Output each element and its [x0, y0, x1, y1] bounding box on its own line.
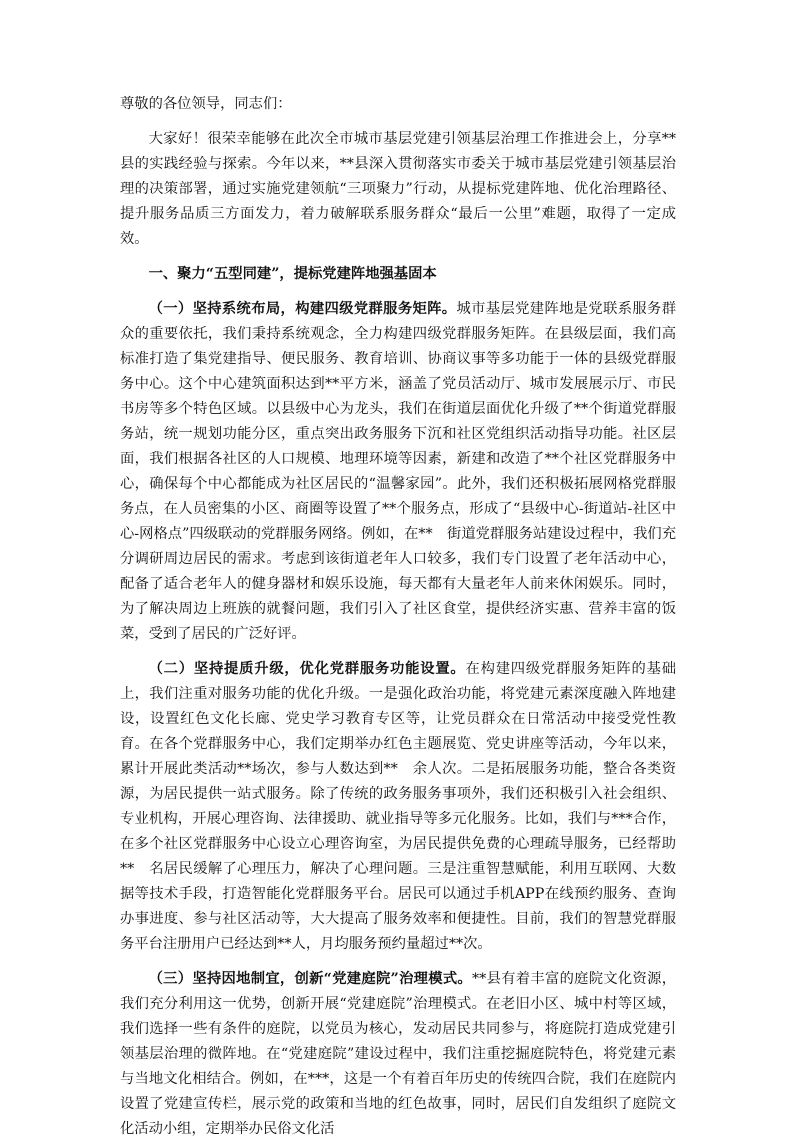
- paragraph-3-lead: （三）坚持因地制宜，创新“党建庭院”治理模式。: [148, 971, 473, 987]
- document-body: [120, 92, 676, 1142]
- paragraph-1-lead: （一）坚持系统布局，构建四级党群服务矩阵。: [148, 301, 457, 317]
- paragraph-2-lead: （二）坚持提质升级，优化党群服务功能设置。: [148, 661, 466, 677]
- paragraph-2-text: 在构建四级党群服务矩阵的基础上，我们注重对服务功能的优化升级。一是强化政治功能，将党建元素深度融入阵地建设，设置红色文化长廊、党史学习教育专区等，让党员群众在日常活动中接受党性教育。在各个党群服务中心，我们定期举办红色主题展览、党史讲座等活动，今年以来，累计开展此类活动**场次，参与人数达到** 余人次。二是拓展服务功能，整合各类资源，为居民提供一站式服务。除了传统的政务服务事项外，我们还积极引入社会组织、专业机构，开展心理咨询、法律援助、就业指导等多元化服务。比如，我们与***合作，在多个社区党群服务中心设立心理咨询室，为居民提供免费的心理疏导服务，已经帮助** 名居民缓解了心理压力，解决了心理问题。三是注重智慧赋能，利用互联网、大数据等技术手段，打造智能化党群服务平台。居民可以通过手机APP在线预约服务、查询办事进度、参与社区活动等，大大提高了服务效率和便捷性。目前，我们的智慧党群服务平台注册用户已经达到**人，月均服务预约量超过**次。: [120, 661, 677, 952]
- paragraph-1: [120, 297, 676, 647]
- paragraph-1-text: 城市基层党建阵地是党联系服务群众的重要依托，我们秉持系统观念，全力构建四级党群服务矩阵。在县级层面，我们高标准打造了集党建指导、便民服务、教育培训、协商议事等多功能于一体的县级党群服务中心。这个中心建筑面积达到**平方米，涵盖了党员活动厅、城市发展展示厅、市民书房等多个特色区域。以县级中心为龙头，我们在街道层面优化升级了**个街道党群服务站，统一规划功能分区，重点突出政务服务下沉和社区党组织活动指导功能。社区层面，我们根据各社区的人口规模、地理环境等因素，新建和改造了**个社区党群服务中心，确保每个中心都能成为社区居民的“温馨家园”。此外，我们还积极拓展网格党群服务点，在人员密集的小区、商圈等设置了**个服务点，形成了“县级中心-街道站-社区中心-网格点”四级联动的党群服务网络。例如，在** 街道党群服务站建设过程中，我们充分调研周边居民的需求。考虑到该街道老年人口较多，我们专门设置了老年活动中心，配备了适合老年人的健身器材和娱乐设施，每天都有大量老年人前来休闲娱乐。同时，为了解决周边上班族的就餐问题，我们引入了社区食堂，提供经济实惠、营养丰富的饭菜，受到了居民的广泛好评。: [120, 301, 677, 642]
- intro-paragraph: 大家好！很荣幸能够在此次全市城市基层党建引领基层治理工作推进会上，分享**县的实践经验与探索。今年以来，**县深入贯彻落实市委关于城市基层党建引领基层治理的决策部署，通过实施党建领航“三项聚力”行动，从提标党建阵地、优化治理路径、提升服务品质三方面发力，着力破解联系服务群众“最后一公里”难题，取得了一定成效。: [120, 131, 676, 247]
- salutation: 尊敬的各位领导，同志们：: [120, 96, 292, 112]
- paragraph-3: [120, 967, 676, 1142]
- paragraph-3-text: **县有着丰富的庭院文化资源，我们充分利用这一优势，创新开展“党建庭院”治理模式。在老旧小区、城中村等区域，我们选择一些有条件的庭院，以党员为核心，发动居民共同参与，将庭院打造成党建引领基层治理的微阵地。在“党建庭院”建设过程中，我们注重挖掘庭院特色，将党建元素与当地文化相结合。例如，在***，这是一个有着百年历史的传统四合院，我们在庭院内设置了党建宣传栏，展示党的政策和当地的红色故事，同时，居民们自发组织了庭院文化活动小组，定期举办民俗文化活: [120, 971, 677, 1137]
- section-heading: 一、聚力“五型同建”，提标党建阵地强基固本: [148, 266, 437, 282]
- paragraph-2: [120, 657, 676, 957]
